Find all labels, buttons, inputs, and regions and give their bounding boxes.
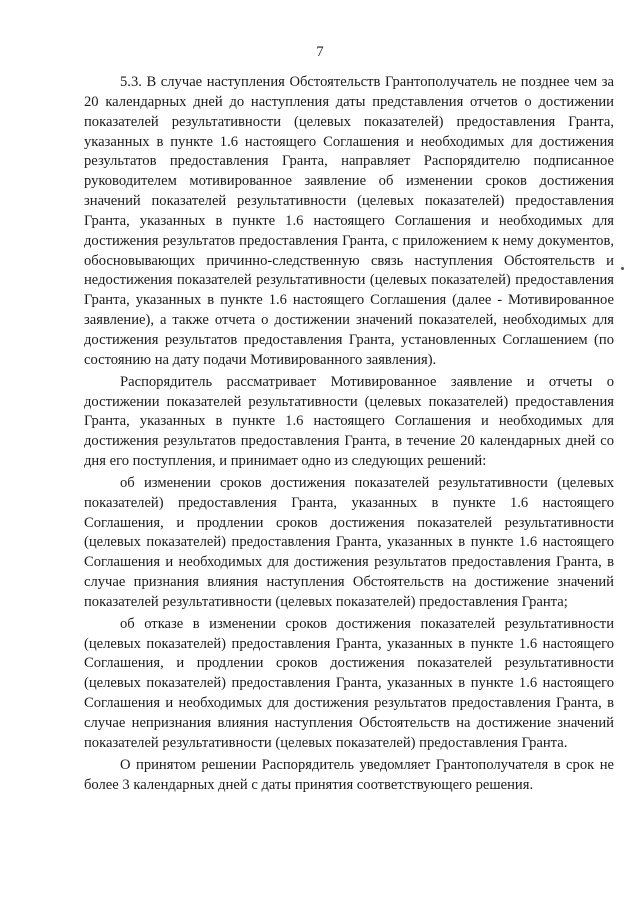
paragraph-decision-refuse: об отказе в изменении сроков достижения показателей результативности (целевых показателей) предоставления Гранта, указанных в пункте 1.6 настоящего Соглашения, и продлении сроков достижения показателей результативности (целевых показателей) предоставления Гранта, указанных в пункте 1.6 настоящего Соглашения и необходимых для достижения результатов предоставления Гранта, в случае непризнания влияния наступления Обстоятельств на достижение значений показателей результативности (целевых показателей) предоставления Гранта. (84, 615, 614, 751)
paragraph-decision-change: об изменении сроков достижения показателей результативности (целевых показателей) предоставления Гранта, указанных в пункте 1.6 настоящего Соглашения, и продлении сроков достижения показателей результативности (целевых показателей) предоставления Гранта, указанных в пункте 1.6 настоящего Соглашения и необходимых для достижения результатов предоставления Гранта, в случае признания влияния наступления Обстоятельств на достижение значений показателей результативности (целевых показателей) предоставления Гранта; (84, 474, 614, 610)
scan-speck (621, 267, 624, 270)
paragraph-notification: О принятом решении Распорядитель уведомляет Грантополучателя в срок не более 3 календарных дней с даты принятия соответствующего решения. (84, 756, 614, 793)
document-body (84, 73, 614, 795)
paragraph-review: Распорядитель рассматривает Мотивированное заявление и отчеты о достижении показателей результативности (целевых показателей) предоставления Гранта, указанных в пункте 1.6 настоящего Соглашения и необходимых для достижения результатов предоставления Гранта, в течение 20 календарных дней со дня его поступления, и принимает одно из следующих решений: (84, 373, 614, 470)
page-number: 7 (316, 44, 324, 60)
paragraph-5-3: 5.3. В случае наступления Обстоятельств Грантополучатель не позднее чем за 20 календарных дней до наступления даты представления отчетов о достижении показателей результативности (целевых показателей) предоставления Гранта, указанных в пункте 1.6 настоящего Соглашения и необходимых для достижения результатов предоставления Гранта, направляет Распорядителю подписанное руководителем мотивированное заявление об изменении сроков достижения значений показателей результативности (целевых показателей) предоставления Гранта, указанных в пункте 1.6 настоящего Соглашения и необходимых для достижения результатов предоставления Гранта, с приложением к нему документов, обосновывающих причинно-следственную связь наступления Обстоятельств и недостижения показателей результативности (целевых показателей) предоставления Гранта, указанных в пункте 1.6 настоящего Соглашения (далее - Мотивированное заявление), а также отчета о достижении значений показателей, необходимых для достижения результатов предоставления Гранта, установленных Соглашением (по состоянию на дату подачи Мотивированного заявления). (84, 74, 614, 368)
